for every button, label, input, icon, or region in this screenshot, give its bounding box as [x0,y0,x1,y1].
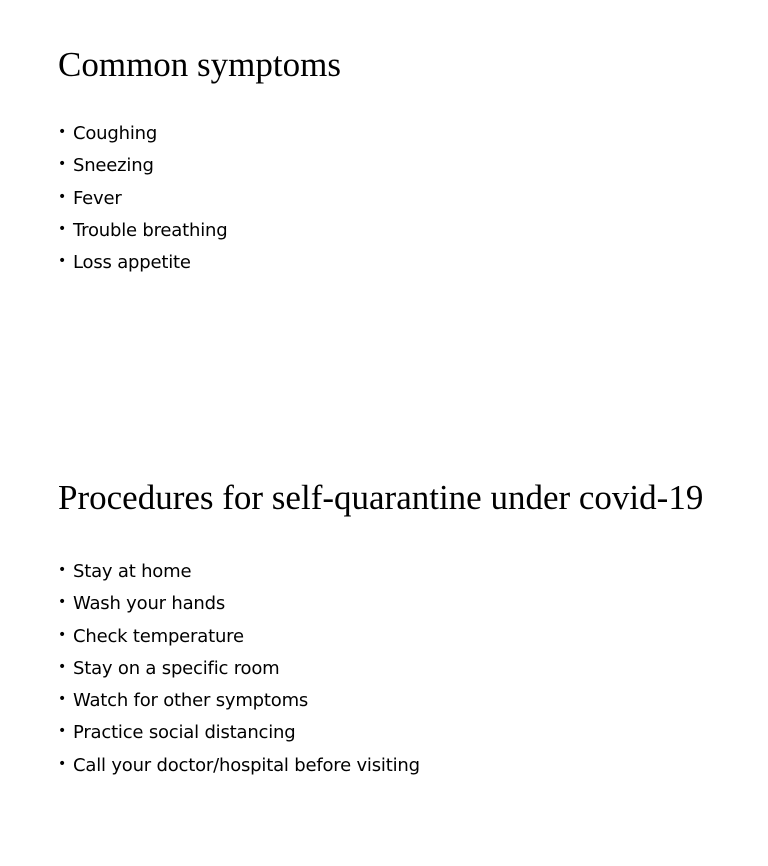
list-item-text: Call your doctor/hospital before visiting [73,754,420,776]
bullet-icon: • [58,562,67,578]
list-item [58,653,703,685]
list-item-text: Sneezing [73,155,154,177]
list-item [58,717,703,749]
bullet-icon: • [58,658,67,675]
list-item-text: Loss appetite [73,252,191,274]
list-item-text: Watch for other symptoms [73,690,309,712]
list-item-text: Stay at home [73,561,192,582]
bullet-icon: • [58,220,67,237]
list-item [58,183,341,215]
bullet-icon: • [58,253,67,270]
list-item-text: Stay on a specific room [73,657,280,679]
list-item [58,150,341,182]
list-item-text: Check temperature [73,625,244,647]
list-item [58,215,341,247]
procedures-section [58,477,703,782]
list-item-text: Coughing [73,123,158,144]
list-item [58,685,703,717]
symptoms-list [58,118,341,279]
bullet-icon: • [58,626,67,643]
bullet-icon: • [58,156,67,173]
list-item [58,118,341,150]
list-item-text: Trouble breathing [73,219,228,241]
symptoms-section [58,44,341,279]
list-item [58,621,703,653]
bullet-icon: • [58,594,67,611]
bullet-icon: • [58,188,67,205]
bullet-icon: • [58,691,67,708]
procedures-heading: Procedures for self-quarantine under covid-19 [58,478,704,517]
list-item-text: Fever [73,187,122,209]
bullet-icon: • [58,755,67,772]
list-item [58,556,703,588]
bullet-icon: • [58,723,67,740]
list-item-text: Wash your hands [73,593,226,615]
bullet-icon: • [58,124,67,140]
list-item [58,588,703,620]
list-item-text: Practice social distancing [73,722,296,744]
list-item [58,247,341,279]
symptoms-heading: Common symptoms [58,45,341,84]
list-item [58,750,703,782]
procedures-list [58,556,703,782]
